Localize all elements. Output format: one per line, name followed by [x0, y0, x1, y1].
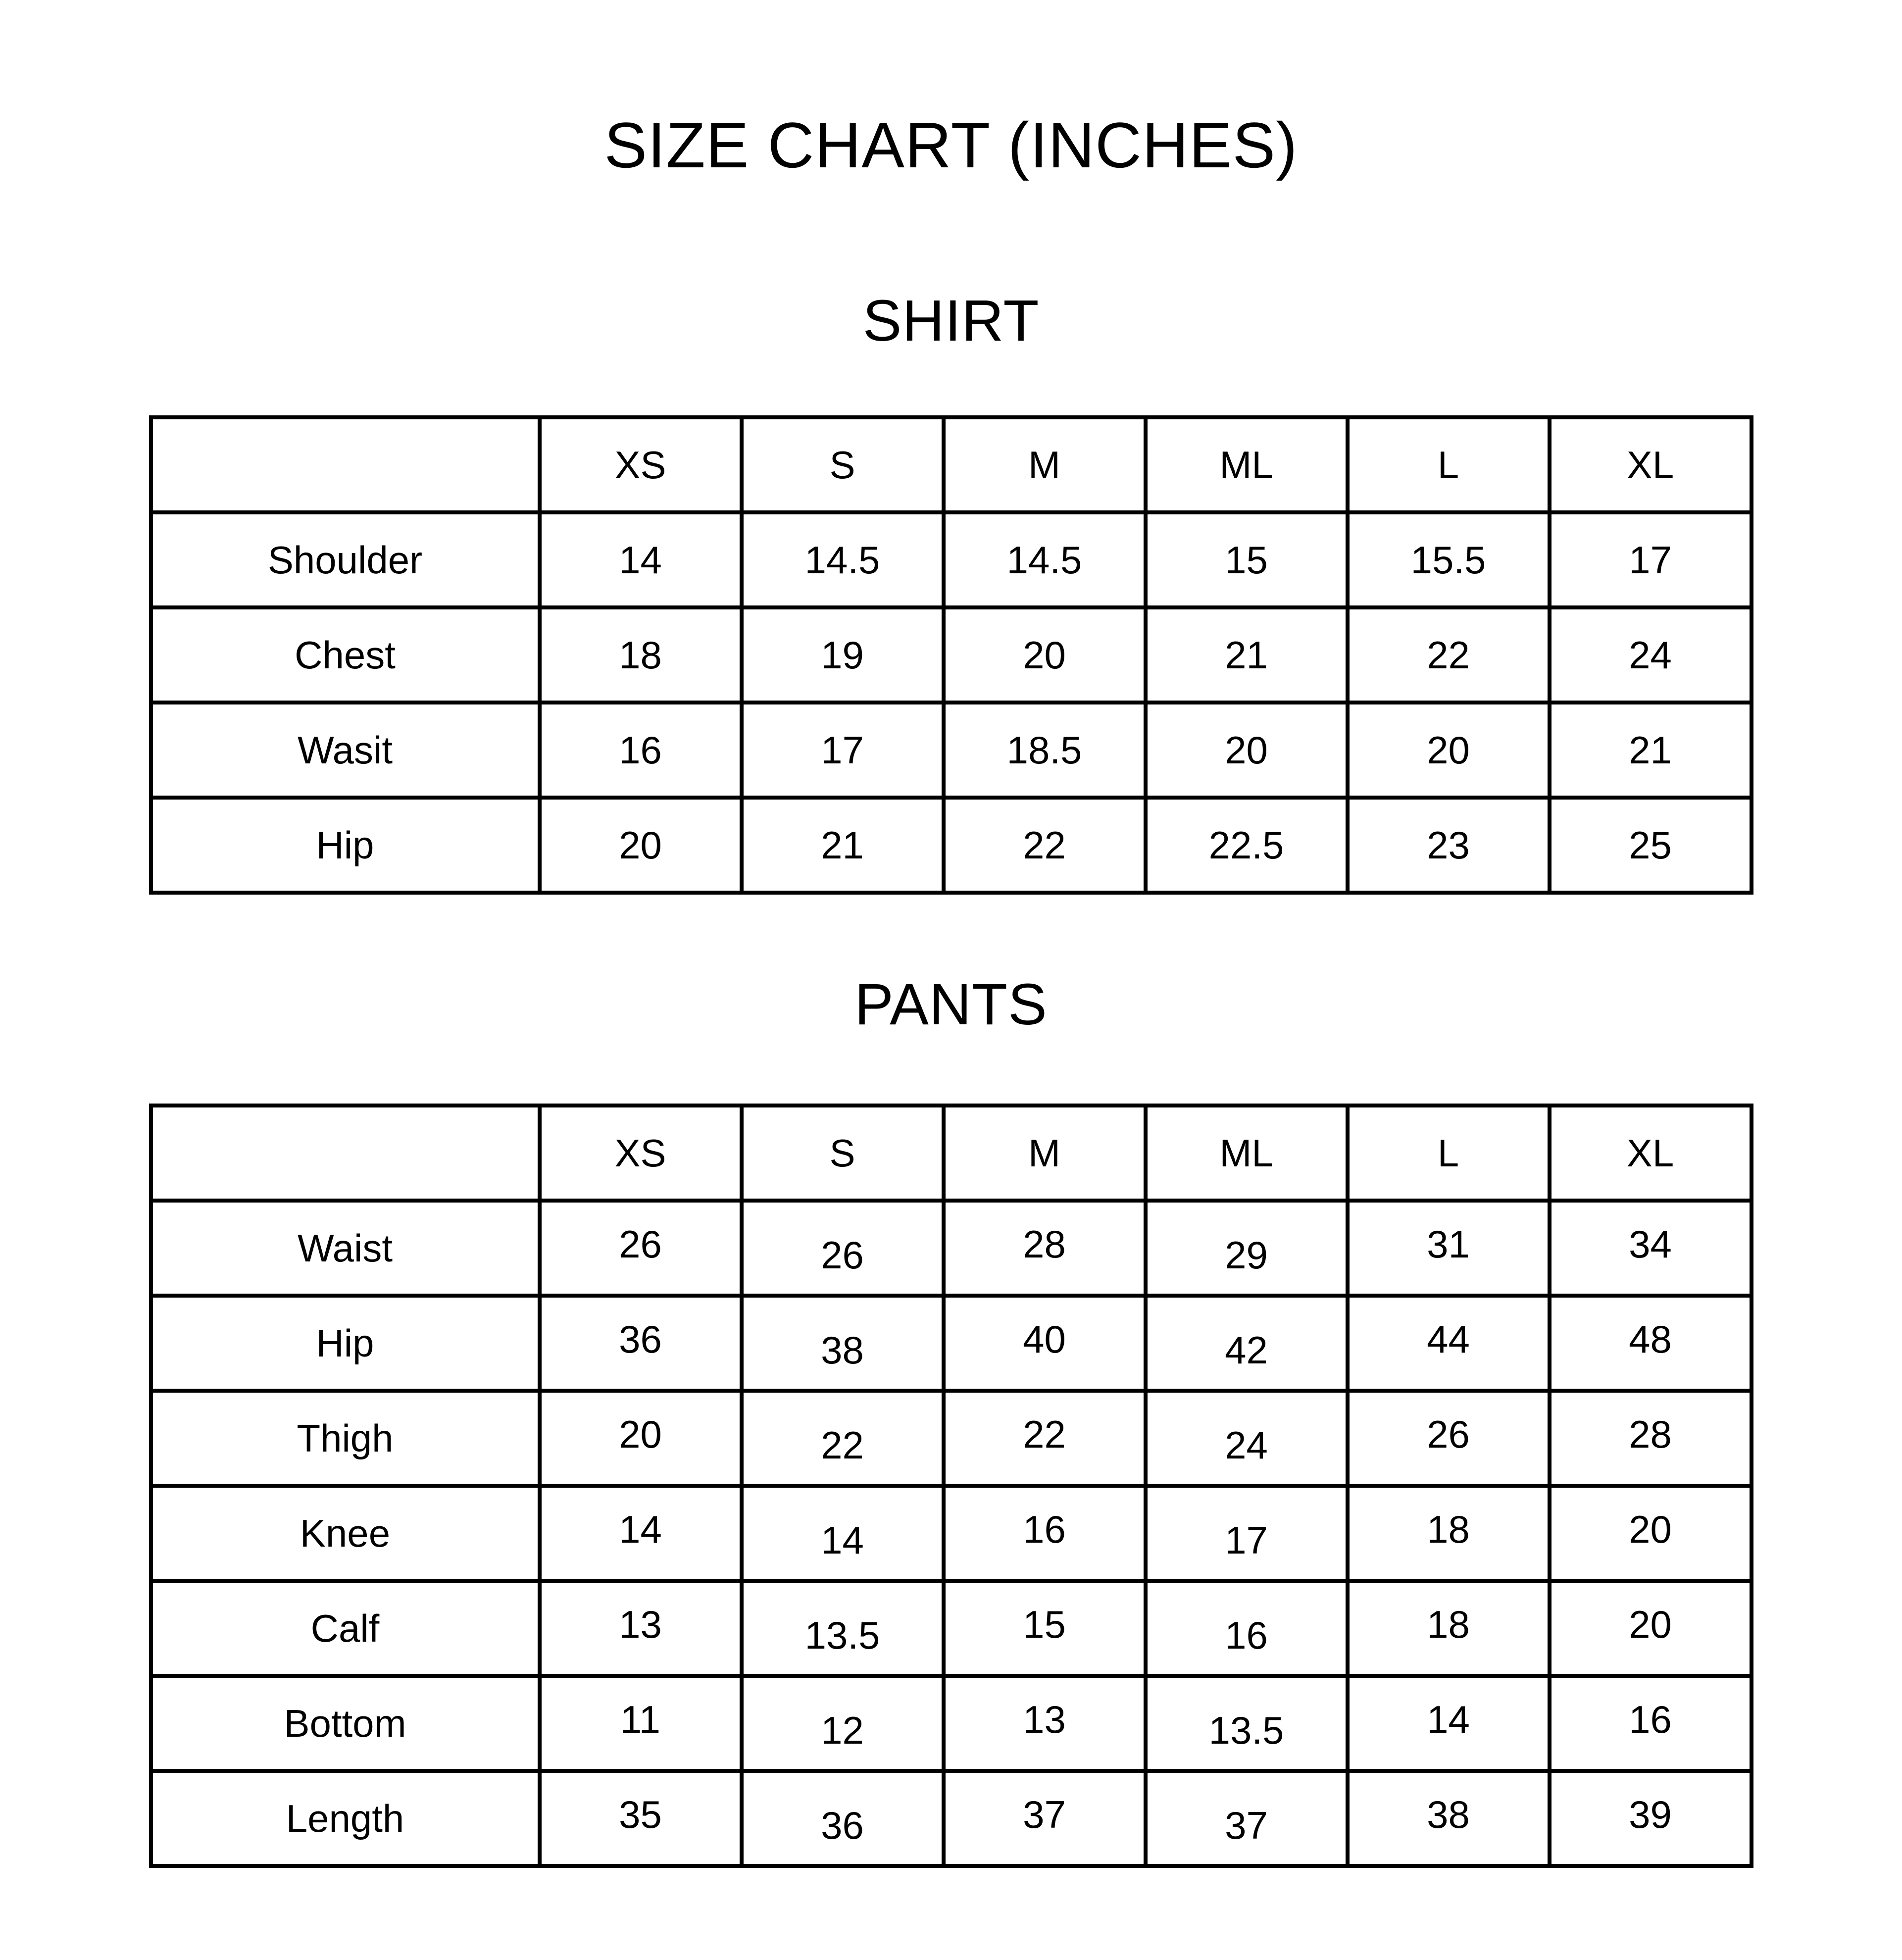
size-value: 13 [1023, 1698, 1066, 1741]
size-value-cell [540, 798, 742, 893]
size-value: 38 [821, 1328, 864, 1372]
shirt-size-table [149, 415, 1753, 895]
measurement-label: Knee [300, 1511, 391, 1555]
size-value-cell [1550, 1391, 1752, 1486]
size-value: 29 [1225, 1233, 1268, 1277]
size-column-header-text: XS [614, 1131, 666, 1175]
size-column-header [742, 1106, 944, 1201]
size-column-header-text: XS [614, 443, 666, 487]
measurement-row [151, 798, 1752, 893]
size-value-cell [742, 512, 944, 607]
size-value-cell [1348, 607, 1550, 703]
size-value: 14 [619, 1508, 662, 1551]
size-value-cell [540, 1676, 742, 1771]
size-value: 16 [1225, 1613, 1268, 1657]
size-value: 37 [1023, 1793, 1066, 1836]
size-value: 13 [619, 1603, 662, 1646]
size-value-cell [1146, 1676, 1348, 1771]
size-value-cell [1348, 798, 1550, 893]
size-value-cell [742, 607, 944, 703]
measurement-label: Wasit [297, 728, 393, 772]
size-value: 34 [1629, 1222, 1672, 1266]
size-column-header-text: S [829, 1131, 855, 1175]
size-value: 20 [619, 823, 662, 867]
size-value-cell [944, 1391, 1146, 1486]
size-value-cell [1348, 1581, 1550, 1676]
size-value-cell [1550, 607, 1752, 703]
size-value: 25 [1629, 823, 1672, 867]
size-value-cell [944, 1296, 1146, 1391]
size-value-cell [1146, 703, 1348, 798]
size-value: 22 [1427, 633, 1470, 677]
size-column-header [1348, 1106, 1550, 1201]
size-value-cell [1146, 512, 1348, 607]
size-value: 13.5 [1208, 1709, 1284, 1752]
measurement-label: Waist [297, 1226, 393, 1270]
size-value-cell [1348, 1676, 1550, 1771]
measurement-label-cell [151, 1486, 540, 1581]
size-value: 18 [1427, 1603, 1470, 1646]
measurement-label: Hip [316, 823, 374, 867]
size-value-cell [944, 798, 1146, 893]
size-value: 42 [1225, 1328, 1268, 1372]
size-value-cell [1348, 512, 1550, 607]
measurement-label-cell [151, 1296, 540, 1391]
size-value-cell [1146, 607, 1348, 703]
size-column-header-text: S [829, 443, 855, 487]
size-value: 22 [1023, 823, 1066, 867]
measurement-row [151, 1296, 1752, 1391]
size-column-header-text: XL [1626, 1131, 1674, 1175]
size-value-cell [540, 1581, 742, 1676]
size-value: 18.5 [1006, 728, 1082, 772]
size-value: 15.5 [1410, 538, 1486, 582]
size-value-cell [540, 1296, 742, 1391]
size-value-cell [1550, 512, 1752, 607]
size-value-cell [1550, 1296, 1752, 1391]
size-value: 15 [1225, 538, 1268, 582]
size-value: 28 [1629, 1412, 1672, 1456]
size-value-cell [944, 512, 1146, 607]
size-value-cell [540, 607, 742, 703]
size-value: 31 [1427, 1222, 1470, 1266]
size-value: 37 [1225, 1804, 1268, 1847]
size-value: 36 [619, 1317, 662, 1361]
size-value: 36 [821, 1804, 864, 1847]
size-column-header [1146, 417, 1348, 512]
pants-section-title: PANTS [854, 972, 1048, 1037]
measurement-row [151, 1201, 1752, 1296]
size-value: 20 [1629, 1508, 1672, 1551]
size-value: 22.5 [1208, 823, 1284, 867]
size-column-header [540, 417, 742, 512]
size-column-header [742, 417, 944, 512]
size-value-cell [1348, 1771, 1550, 1866]
size-value: 16 [1629, 1698, 1672, 1741]
size-value: 38 [1427, 1793, 1470, 1836]
size-value-cell [742, 703, 944, 798]
size-value-cell [742, 1486, 944, 1581]
size-column-header [1550, 1106, 1752, 1201]
size-column-header [1550, 417, 1752, 512]
size-value-cell [540, 1391, 742, 1486]
measurement-label: Bottom [284, 1702, 406, 1745]
measurement-label-cell [151, 512, 540, 607]
size-value-cell [540, 1486, 742, 1581]
size-column-header-text: L [1437, 1131, 1459, 1175]
size-value: 26 [821, 1233, 864, 1277]
size-column-header-text: XL [1626, 443, 1674, 487]
size-value: 18 [1427, 1508, 1470, 1551]
size-value-cell [540, 1771, 742, 1866]
size-value: 19 [821, 633, 864, 677]
size-value-cell [1348, 1486, 1550, 1581]
size-value: 21 [1225, 633, 1268, 677]
size-value-cell [1348, 703, 1550, 798]
size-value-cell [1550, 1676, 1752, 1771]
size-value-cell [1550, 1486, 1752, 1581]
size-value: 35 [619, 1793, 662, 1836]
size-value: 14 [619, 538, 662, 582]
size-value-cell [1348, 1391, 1550, 1486]
size-value-cell [742, 1771, 944, 1866]
size-value-cell [742, 1676, 944, 1771]
size-value: 21 [1629, 728, 1672, 772]
measurement-row [151, 1486, 1752, 1581]
size-value-cell [1550, 1581, 1752, 1676]
measurement-label-cell [151, 1676, 540, 1771]
page-title: SIZE CHART (INCHES) [604, 109, 1298, 181]
measurement-row [151, 1676, 1752, 1771]
measurement-label-cell [151, 1391, 540, 1486]
size-column-header-text: ML [1219, 443, 1273, 487]
size-value-cell [1550, 1201, 1752, 1296]
size-value-cell [540, 512, 742, 607]
size-column-header-text: ML [1219, 1131, 1273, 1175]
pants-size-table [149, 1104, 1753, 1868]
measurement-label-cell [151, 1771, 540, 1866]
measurement-label: Chest [295, 633, 396, 677]
size-value: 15 [1023, 1603, 1066, 1646]
size-value-cell [1550, 703, 1752, 798]
size-value: 17 [1225, 1518, 1268, 1562]
size-value-cell [742, 1581, 944, 1676]
size-value-cell [944, 1676, 1146, 1771]
size-value: 20 [619, 1412, 662, 1456]
size-value: 17 [821, 728, 864, 772]
measurement-label: Shoulder [267, 538, 423, 582]
measurement-label: Thigh [297, 1416, 394, 1460]
size-column-header-text: M [1028, 443, 1060, 487]
size-value-cell [944, 1201, 1146, 1296]
size-value: 24 [1629, 633, 1672, 677]
size-value: 14 [1427, 1698, 1470, 1741]
size-value: 24 [1225, 1423, 1268, 1467]
size-value-cell [1348, 1296, 1550, 1391]
size-value: 17 [1629, 538, 1672, 582]
shirt-section-title: SHIRT [862, 288, 1040, 353]
header-row [151, 417, 1752, 512]
size-value-cell [944, 1581, 1146, 1676]
size-value: 48 [1629, 1317, 1672, 1361]
size-value: 11 [620, 1698, 660, 1741]
size-value-cell [1146, 1391, 1348, 1486]
size-value: 13.5 [804, 1613, 880, 1657]
measurement-row [151, 512, 1752, 607]
size-column-header-text: M [1028, 1131, 1060, 1175]
size-value-cell [1146, 1486, 1348, 1581]
measurement-row [151, 607, 1752, 703]
measurement-row [151, 1771, 1752, 1866]
size-value: 44 [1427, 1317, 1470, 1361]
size-value-cell [944, 1486, 1146, 1581]
measurement-label-cell [151, 607, 540, 703]
size-value: 12 [821, 1709, 864, 1752]
size-value-cell [1146, 1771, 1348, 1866]
size-value: 20 [1225, 728, 1268, 772]
size-value: 22 [821, 1423, 864, 1467]
size-value-cell [1146, 1201, 1348, 1296]
size-column-header [1348, 417, 1550, 512]
size-value: 14 [821, 1518, 864, 1562]
size-value-cell [742, 1391, 944, 1486]
size-value: 16 [619, 728, 662, 772]
corner-cell [151, 1106, 540, 1201]
size-value: 22 [1023, 1412, 1066, 1456]
measurement-label-cell [151, 798, 540, 893]
size-value: 20 [1023, 633, 1066, 677]
size-value-cell [1146, 1296, 1348, 1391]
measurement-row [151, 1391, 1752, 1486]
size-value-cell [742, 1201, 944, 1296]
header-row [151, 1106, 1752, 1201]
size-value: 26 [619, 1222, 662, 1266]
size-value-cell [540, 1201, 742, 1296]
size-value: 28 [1023, 1222, 1066, 1266]
size-column-header [540, 1106, 742, 1201]
measurement-row [151, 703, 1752, 798]
size-value: 16 [1023, 1508, 1066, 1551]
size-value: 20 [1629, 1603, 1672, 1646]
size-column-header-text: L [1437, 443, 1459, 487]
measurement-label: Hip [316, 1321, 374, 1365]
corner-cell [151, 417, 540, 512]
size-value-cell [1348, 1201, 1550, 1296]
size-value: 23 [1427, 823, 1470, 867]
size-value-cell [742, 1296, 944, 1391]
size-value-cell [540, 703, 742, 798]
size-value: 20 [1427, 728, 1470, 772]
measurement-label: Calf [310, 1607, 380, 1650]
size-value-cell [742, 798, 944, 893]
size-value: 14.5 [1006, 538, 1082, 582]
size-column-header [1146, 1106, 1348, 1201]
size-value-cell [1550, 798, 1752, 893]
measurement-label-cell [151, 1201, 540, 1296]
measurement-label-cell [151, 1581, 540, 1676]
size-value: 21 [821, 823, 864, 867]
size-value: 14.5 [804, 538, 880, 582]
size-value-cell [944, 703, 1146, 798]
size-value-cell [1146, 1581, 1348, 1676]
measurement-label: Length [286, 1797, 404, 1840]
size-column-header [944, 417, 1146, 512]
measurement-label-cell [151, 703, 540, 798]
size-column-header [944, 1106, 1146, 1201]
size-value-cell [944, 607, 1146, 703]
size-value: 40 [1023, 1317, 1066, 1361]
measurement-row [151, 1581, 1752, 1676]
size-value: 18 [619, 633, 662, 677]
size-value: 26 [1427, 1412, 1470, 1456]
size-value-cell [944, 1771, 1146, 1866]
size-value: 39 [1629, 1793, 1672, 1836]
size-value-cell [1146, 798, 1348, 893]
size-value-cell [1550, 1771, 1752, 1866]
